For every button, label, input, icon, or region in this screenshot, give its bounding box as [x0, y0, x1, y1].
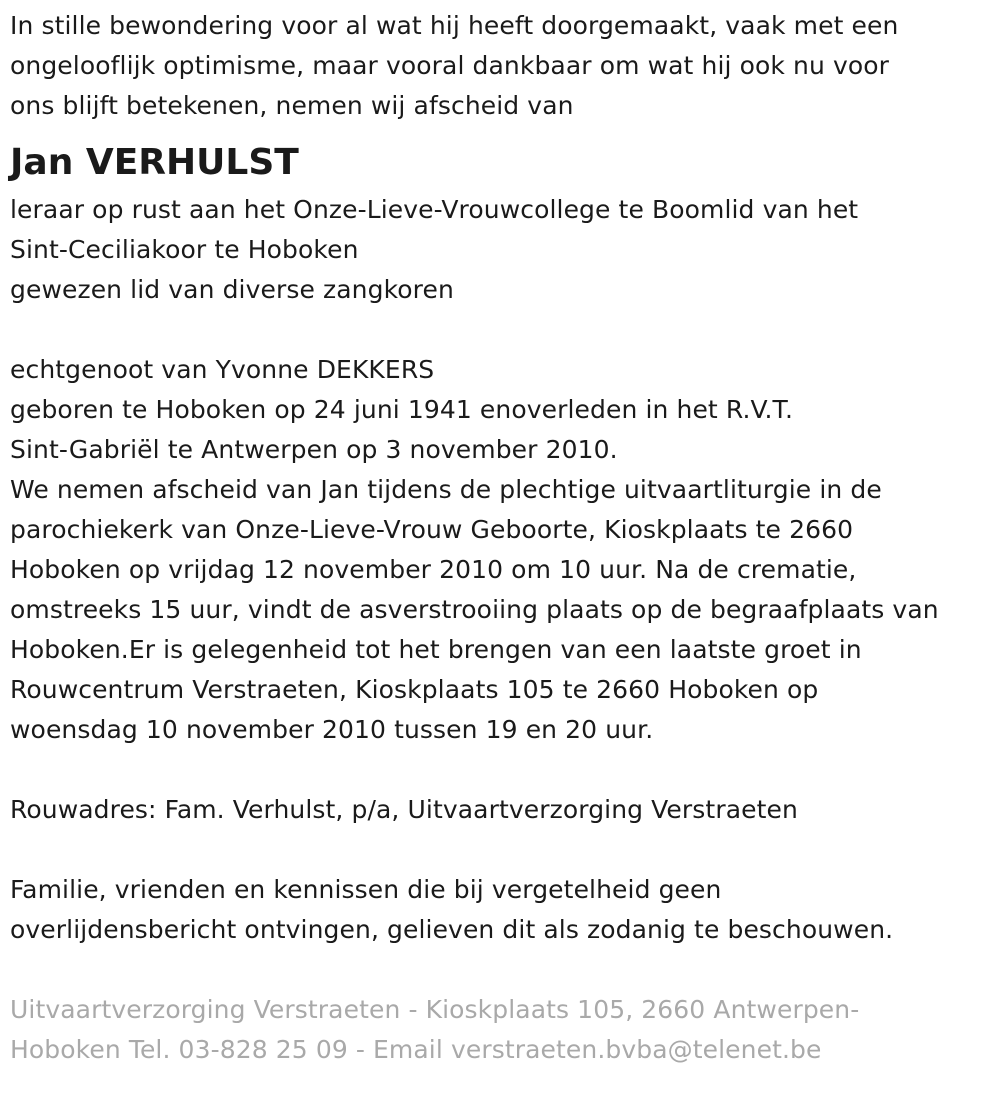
funeral-home-footer: [10, 990, 990, 1070]
detail-line: omstreeks 15 uur, vindt de asverstrooiing plaats op de begraafplaats van: [10, 595, 939, 624]
deceased-name: Jan VERHULST: [10, 142, 299, 183]
intro-line: In stille bewondering voor al wat hij heeft doorgemaakt, vaak met een: [10, 11, 899, 40]
detail-line: geboren te Hoboken op 24 juni 1941 enoverleden in het R.V.T.: [10, 395, 793, 424]
family-note-line: overlijdensbericht ontvingen, gelieven dit als zodanig te beschouwen.: [10, 915, 894, 944]
role-line: gewezen lid van diverse zangkoren: [10, 275, 454, 304]
family-note-line: Familie, vrienden en kennissen die bij vergetelheid geen: [10, 875, 722, 904]
detail-line: Hoboken op vrijdag 12 november 2010 om 10 uur. Na de crematie,: [10, 555, 857, 584]
detail-line: echtgenoot van Yvonne DEKKERS: [10, 355, 435, 384]
role-line: leraar op rust aan het Onze-Lieve-Vrouwcollege te Boomlid van het: [10, 195, 859, 224]
role-line: Sint-Ceciliakoor te Hoboken: [10, 235, 359, 264]
spacer: [10, 750, 990, 790]
detail-line: Sint-Gabriël te Antwerpen op 3 november 2010.: [10, 435, 618, 464]
spacer: [10, 310, 990, 350]
details-paragraph: [10, 350, 990, 750]
roles-paragraph: [10, 190, 990, 310]
mourning-address: Rouwadres: Fam. Verhulst, p/a, Uitvaartverzorging Verstraeten: [10, 795, 798, 824]
detail-line: Rouwcentrum Verstraeten, Kioskplaats 105 te 2660 Hoboken op: [10, 675, 819, 704]
family-note-paragraph: [10, 870, 990, 950]
intro-line: ons blijft betekenen, nemen wij afscheid van: [10, 91, 574, 120]
detail-line: We nemen afscheid van Jan tijdens de plechtige uitvaartliturgie in de: [10, 475, 882, 504]
spacer: [10, 950, 990, 990]
intro-paragraph: [10, 6, 990, 126]
detail-line: Hoboken.Er is gelegenheid tot het brengen van een laatste groet in: [10, 635, 862, 664]
spacer: [10, 830, 990, 870]
footer-line: Hoboken Tel. 03-828 25 09 - Email verstraeten.bvba@telenet.be: [10, 1035, 822, 1064]
footer-line: Uitvaartverzorging Verstraeten - Kioskplaats 105, 2660 Antwerpen-: [10, 995, 860, 1024]
detail-line: parochiekerk van Onze-Lieve-Vrouw Geboorte, Kioskplaats te 2660: [10, 515, 854, 544]
intro-line: ongelooflijk optimisme, maar vooral dankbaar om wat hij ook nu voor: [10, 51, 890, 80]
detail-line: woensdag 10 november 2010 tussen 19 en 20 uur.: [10, 715, 654, 744]
